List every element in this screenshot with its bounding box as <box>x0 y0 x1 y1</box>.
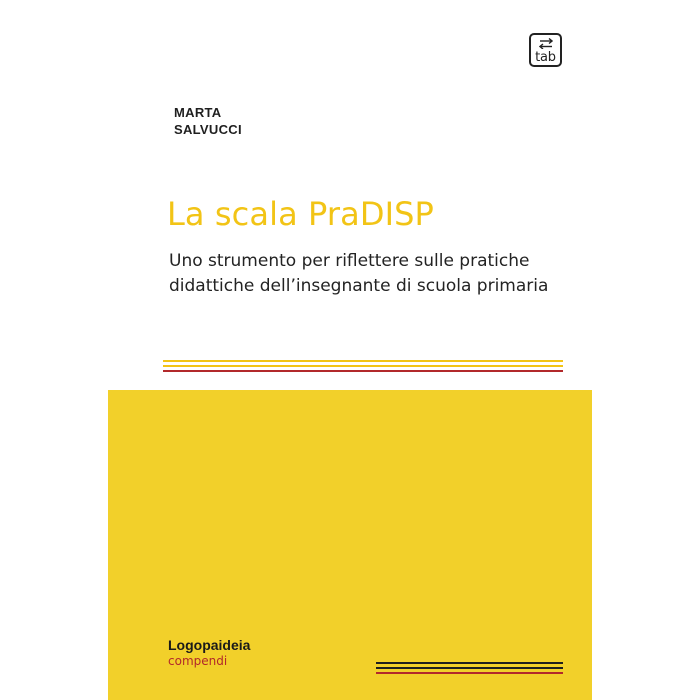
series-subtitle: compendi <box>168 654 228 668</box>
book-subtitle <box>169 249 579 299</box>
bottom-divider-line <box>376 667 563 669</box>
arrows-icon <box>539 38 553 49</box>
divider-line <box>163 365 563 367</box>
author-name <box>174 104 242 138</box>
publisher-logo <box>529 33 562 67</box>
publisher-logo-text: tab <box>535 50 556 65</box>
subtitle-line-1: Uno strumento per riflettere sulle pratiche <box>169 251 530 271</box>
subtitle-line-2: didattiche dell’insegnante di scuola primaria <box>169 276 549 296</box>
book-title: La scala PraDISP <box>167 195 434 233</box>
divider-line <box>163 360 563 362</box>
bottom-divider-line-red <box>376 672 563 674</box>
divider-line-red <box>163 370 563 372</box>
author-last-name: SALVUCCI <box>174 122 242 137</box>
bottom-divider-line <box>376 662 563 664</box>
series-name: Logopaideia <box>168 637 251 653</box>
author-first-name: MARTA <box>174 105 222 120</box>
